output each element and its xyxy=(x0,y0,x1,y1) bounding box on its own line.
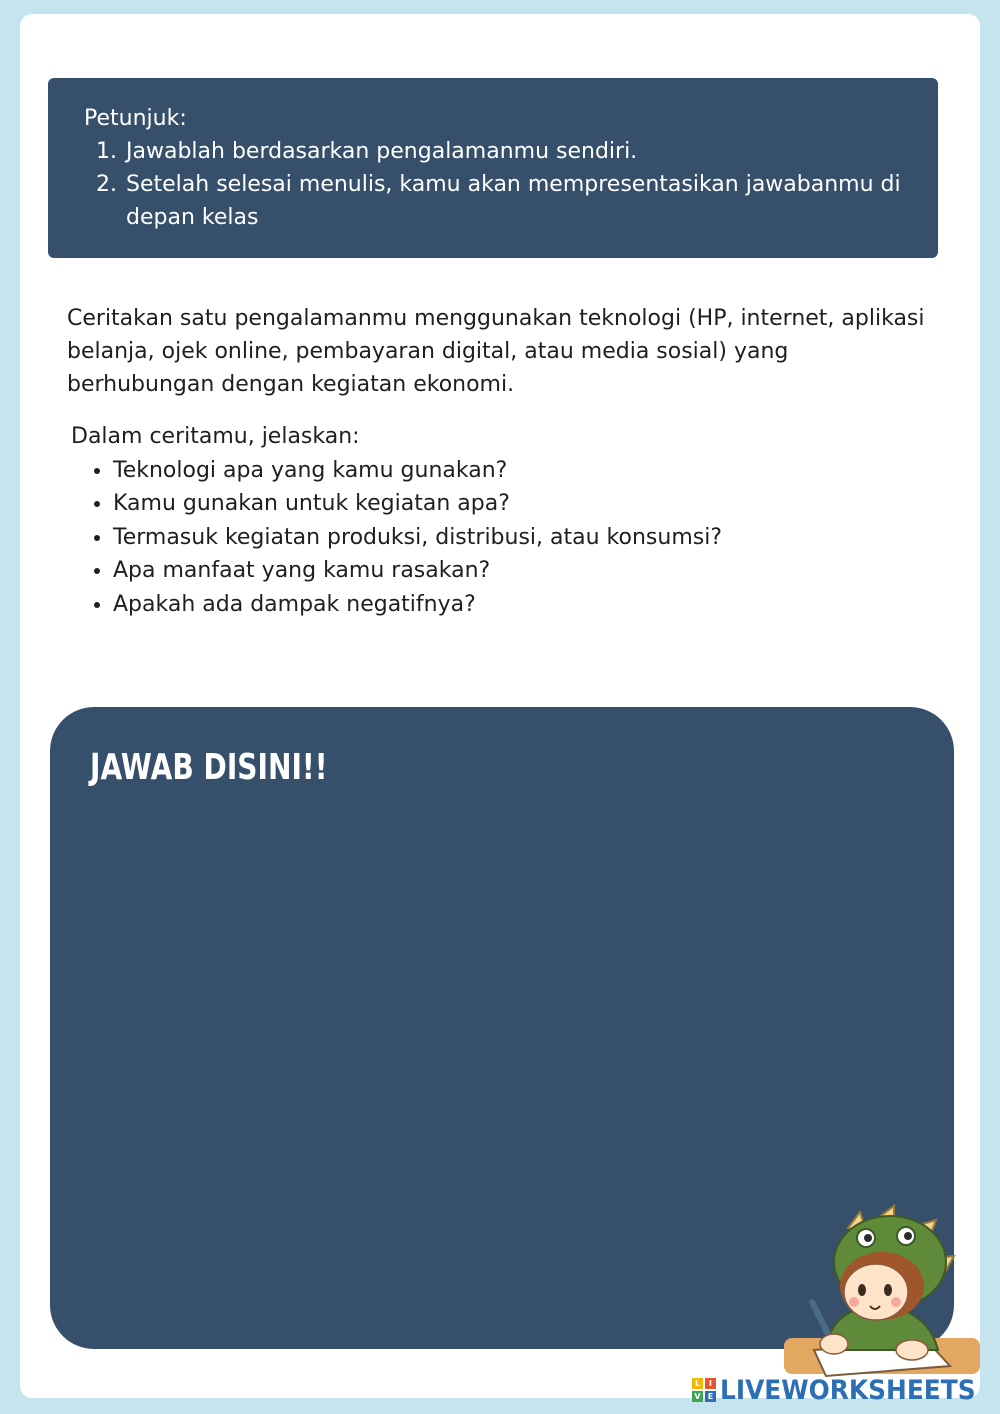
instruction-item: 2. Setelah selesai menulis, kamu akan mempresentasikan jawabanmu di depan kelas xyxy=(124,168,902,234)
instructions-heading: Petunjuk: xyxy=(84,106,187,131)
hand-shape xyxy=(820,1334,848,1354)
cheek-shape xyxy=(891,1297,901,1307)
hood-pupil xyxy=(864,1234,872,1242)
question-item: • Apakah ada dampak negatifnya? xyxy=(113,588,931,622)
instruction-item: 1. Jawablah berdasarkan pengalamanmu sendiri. xyxy=(124,135,902,168)
eye-shape xyxy=(858,1284,866,1296)
hood-pupil xyxy=(904,1232,912,1240)
question-item: • Termasuk kegiatan produksi, distribusi, atau konsumsi? xyxy=(113,521,931,555)
question-item: • Apa manfaat yang kamu rasakan? xyxy=(113,554,931,588)
answer-input-area[interactable] xyxy=(90,807,810,1307)
logo-letter: I xyxy=(705,1378,716,1389)
face-shape xyxy=(844,1264,908,1320)
logo-text: LIVEWORKSHEETS xyxy=(720,1374,976,1406)
instructions-panel xyxy=(48,78,938,258)
instructions-list xyxy=(84,135,902,234)
logo-mark xyxy=(692,1378,716,1402)
answer-title: JAWAB DISINI!! xyxy=(90,747,328,788)
question-item: • Teknologi apa yang kamu gunakan? xyxy=(113,454,931,488)
hand-shape xyxy=(896,1340,928,1360)
logo-letter: E xyxy=(705,1391,716,1402)
questions-intro: Dalam ceritamu, jelaskan: xyxy=(71,424,360,449)
liveworksheets-logo xyxy=(692,1374,998,1406)
guiding-questions xyxy=(71,420,931,622)
logo-letter: L xyxy=(692,1378,703,1389)
mascot-illustration xyxy=(778,1200,988,1390)
eye-shape xyxy=(884,1284,892,1296)
prompt-text: Ceritakan satu pengalamanmu menggunakan teknologi (HP, internet, aplikasi belanja, ojek online, pembayaran digital, atau media sosial) yang berhubungan dengan kegiatan ekonomi. xyxy=(67,306,925,397)
cheek-shape xyxy=(849,1297,859,1307)
question-item: • Kamu gunakan untuk kegiatan apa? xyxy=(113,487,931,521)
questions-list xyxy=(71,454,931,622)
logo-letter: V xyxy=(692,1391,703,1402)
